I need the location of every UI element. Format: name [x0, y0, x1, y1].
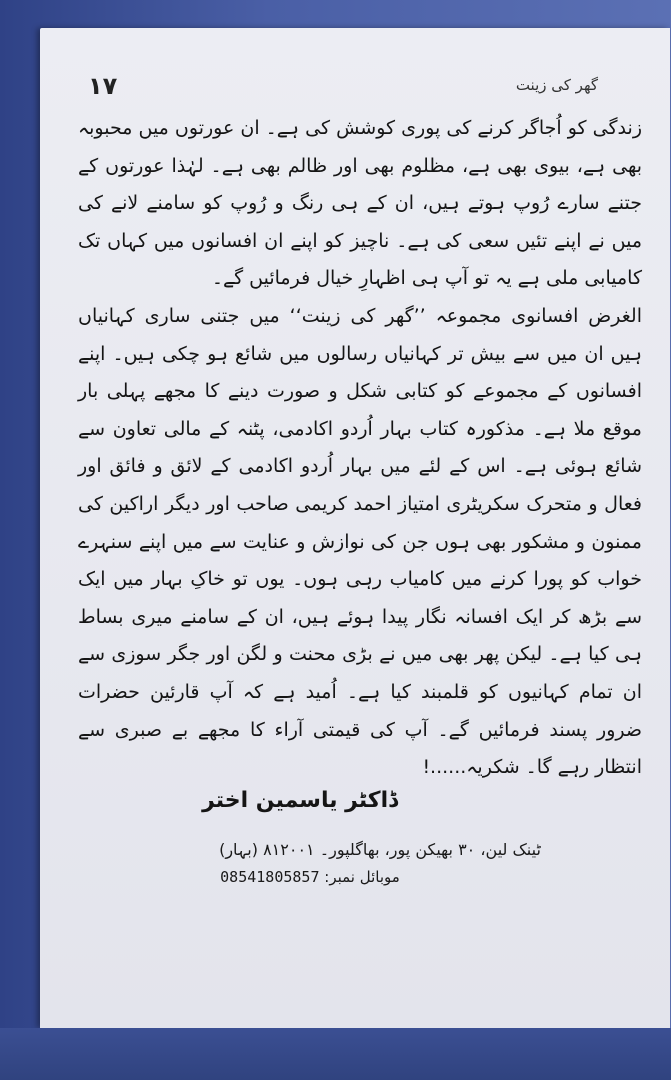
scan-bottom-edge: [0, 1028, 671, 1080]
author-signature: ڈاکٹر یاسمین اختر: [202, 788, 398, 813]
preface-body: [78, 110, 642, 787]
page-number: ۱۷: [88, 72, 118, 100]
author-address: ٹینک لین، ۳۰ بھیکن پور، بھاگلپور۔ ۸۱۲۰۰۱ (بہار): [219, 840, 541, 859]
book-page: [40, 28, 670, 1028]
author-mobile: [170, 868, 450, 886]
paragraph-2: الغرض افسانوی مجموعہ ’’گھر کی زینت‘‘ میں جتنی ساری کہانیاں ہیں ان میں سے بیش تر کہانیاں رسالوں میں شائع ہو چکی ہیں۔ اپنے افسانوں کے مجموعے کو کتابی شکل و صورت دینے کا مجھے پہلی بار موقع ملا ہے۔ مذکورہ کتاب بہار اُردو اکادمی، پٹنہ کے مالی تعاون سے شائع ہوئی ہے۔ اس کے لئے میں بہار اُردو اکادمی کے لائق و فائق اور فعال و متحرک سکریٹری امتیاز احمد کریمی صاحب اور دیگر اراکین کی ممنون و مشکور بھی ہوں جن کی نوازش و عنایت سے میں اپنے سنہرے خواب کو پورا کرنے میں کامیاب رہی ہوں۔ یوں تو خاکِ بہار میں ایک سے بڑھ کر ایک افسانہ نگار پیدا ہوئے ہیں، ان کے سامنے میری بساط ہی کیا ہے۔ لیکن پھر بھی میں نے بڑی محنت و لگن اور جگر سوزی سے ان تمام کہانیوں کو قلمبند کیا ہے۔ اُمید ہے کہ آپ قارئین حضرات ضرور پسند فرمائیں گے۔ آپ کی قیمتی آراء کا مجھے بے صبری سے انتظار رہے گا۔ شکریہ......!: [78, 304, 642, 779]
mobile-number: 08541805857: [220, 868, 320, 886]
paragraph-1: زندگی کو اُجاگر کرنے کی پوری کوشش کی ہے۔ ان عورتوں میں محبوبہ بھی ہے، بیوی بھی ہے، مظلوم بھی اور ظالم بھی ہے۔ لہٰذا عورتوں کے جتنے سارے رُوپ ہوتے ہیں، ان کے ہی رنگ و رُوپ کو سامنے لانے کی میں نے اپنے تئیں سعی کی ہے۔ ناچیز کو اپنے ان افسانوں میں کہاں تک کامیابی ملی ہے یہ تو آپ ہی اظہارِ خیال فرمائیں گے۔: [78, 117, 642, 290]
running-head: گھر کی زینت: [515, 76, 598, 94]
mobile-label: موبائل نمبر:: [324, 868, 400, 886]
